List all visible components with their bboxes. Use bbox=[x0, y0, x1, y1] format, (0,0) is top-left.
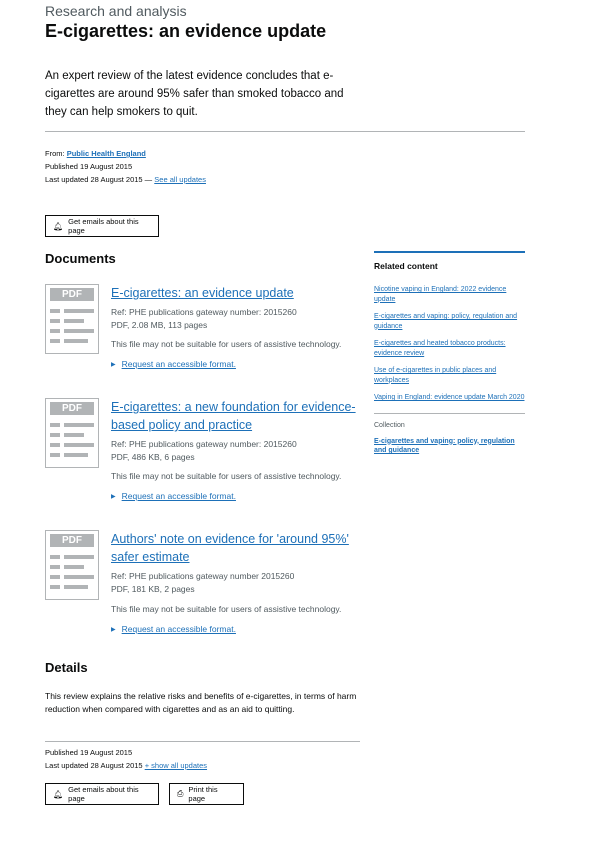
sidebar-divider bbox=[374, 413, 525, 414]
footer-metadata bbox=[45, 746, 207, 772]
pdf-label: PDF bbox=[50, 402, 94, 415]
accessibility-note: This file may not be suitable for users of assistive technology. bbox=[111, 471, 342, 481]
document-fileinfo: PDF, 2.08 MB, 113 pages bbox=[111, 320, 208, 330]
document-ref: Ref: PHE publications gateway number: 2015260 bbox=[111, 307, 297, 317]
document-fileinfo: PDF, 181 KB, 2 pages bbox=[111, 584, 195, 594]
from-org-link[interactable]: Public Health England bbox=[66, 149, 146, 158]
document-item bbox=[45, 284, 365, 374]
updated-date: Last updated 28 August 2015 — bbox=[45, 175, 153, 184]
see-all-updates-link[interactable]: See all updates bbox=[154, 175, 206, 184]
details-heading: Details bbox=[45, 660, 88, 675]
footer-get-emails-button[interactable] bbox=[45, 783, 159, 805]
triangle-right-icon: ▶ bbox=[111, 361, 116, 368]
document-meta bbox=[111, 570, 294, 596]
document-ref: Ref: PHE publications gateway number: 2015260 bbox=[111, 439, 297, 449]
print-page-button[interactable] bbox=[169, 783, 244, 805]
document-item bbox=[45, 530, 365, 640]
related-content-sidebar bbox=[374, 251, 525, 464]
document-ref: Ref: PHE publications gateway number 2015260 bbox=[111, 571, 295, 581]
footer-published-date: Published 19 August 2015 bbox=[45, 748, 133, 757]
document-title-link[interactable]: Authors' note on evidence for 'around 95%' safer estimate bbox=[111, 532, 349, 564]
footer-divider bbox=[45, 741, 360, 742]
collection-label: Collection bbox=[374, 421, 405, 429]
details-text: This review explains the relative risks and benefits of e-cigarettes, in terms of harm reduction when compared with cigarettes and as an aid to quitting. bbox=[45, 691, 357, 714]
footer-get-emails-label: Get emails about this page bbox=[68, 785, 139, 803]
triangle-right-icon: ▶ bbox=[111, 626, 116, 633]
accessibility-note: This file may not be suitable for users of assistive technology. bbox=[111, 339, 342, 349]
document-meta bbox=[111, 438, 297, 464]
collection-link[interactable]: E-cigarettes and vaping: policy, regulation and guidance bbox=[374, 437, 515, 454]
document-item bbox=[45, 398, 365, 508]
header-divider bbox=[45, 131, 525, 132]
page-summary: An expert review of the latest evidence concludes that e-cigarettes are around 95% safer than smoked tobacco and they can help smokers to quit. bbox=[45, 70, 344, 118]
request-format-link[interactable]: Request an accessible format. bbox=[121, 359, 236, 369]
request-format-link[interactable]: Request an accessible format. bbox=[121, 491, 236, 501]
print-page-label: Print this page bbox=[188, 785, 218, 803]
sidebar-top-rule bbox=[374, 251, 525, 253]
request-format-toggle[interactable] bbox=[111, 624, 236, 634]
footer-updated-date: Last updated 28 August 2015 bbox=[45, 761, 143, 770]
documents-heading: Documents bbox=[45, 251, 116, 266]
related-content-heading: Related content bbox=[374, 261, 438, 271]
document-fileinfo: PDF, 486 KB, 6 pages bbox=[111, 452, 195, 462]
bell-icon: 🔔︎ bbox=[53, 789, 64, 799]
from-line bbox=[45, 147, 206, 160]
pdf-thumbnail[interactable] bbox=[45, 530, 99, 600]
related-link[interactable]: Nicotine vaping in England: 2022 evidence update bbox=[374, 286, 507, 303]
footer-updated-line bbox=[45, 759, 207, 772]
show-all-updates-link[interactable]: + show all updates bbox=[144, 761, 208, 770]
pdf-label: PDF bbox=[50, 288, 94, 301]
document-title-link[interactable]: E-cigarettes: a new foundation for evidence-based policy and practice bbox=[111, 400, 356, 432]
published-date: Published 19 August 2015 bbox=[45, 162, 133, 171]
metadata bbox=[45, 147, 206, 186]
accessibility-note: This file may not be suitable for users of assistive technology. bbox=[111, 604, 342, 614]
from-label: From: bbox=[45, 149, 65, 158]
pdf-thumbnail[interactable] bbox=[45, 398, 99, 468]
triangle-right-icon: ▶ bbox=[111, 493, 116, 500]
related-link[interactable]: Vaping in England: evidence update March 2020 bbox=[374, 394, 525, 401]
pdf-thumbnail[interactable] bbox=[45, 284, 99, 354]
get-emails-button[interactable] bbox=[45, 215, 159, 237]
request-format-toggle[interactable] bbox=[111, 359, 236, 369]
request-format-link[interactable]: Request an accessible format. bbox=[121, 624, 236, 634]
related-link[interactable]: E-cigarettes and vaping: policy, regulation and guidance bbox=[374, 313, 518, 330]
bell-icon: 🔔︎ bbox=[53, 221, 64, 231]
related-link[interactable]: E-cigarettes and heated tobacco products: evidence review bbox=[374, 340, 506, 357]
page-title: E-cigarettes: an evidence update bbox=[45, 21, 327, 41]
get-emails-label: Get emails about this page bbox=[68, 217, 139, 235]
related-link[interactable]: Use of e-cigarettes in public places and workplaces bbox=[374, 367, 497, 384]
request-format-toggle[interactable] bbox=[111, 491, 236, 501]
document-meta bbox=[111, 306, 297, 332]
document-title-link[interactable]: E-cigarettes: an evidence update bbox=[111, 286, 294, 300]
page-caption: Research and analysis bbox=[45, 3, 187, 19]
pdf-label: PDF bbox=[50, 534, 94, 547]
updated-line bbox=[45, 173, 206, 186]
printer-icon: ⎙ bbox=[177, 789, 184, 798]
